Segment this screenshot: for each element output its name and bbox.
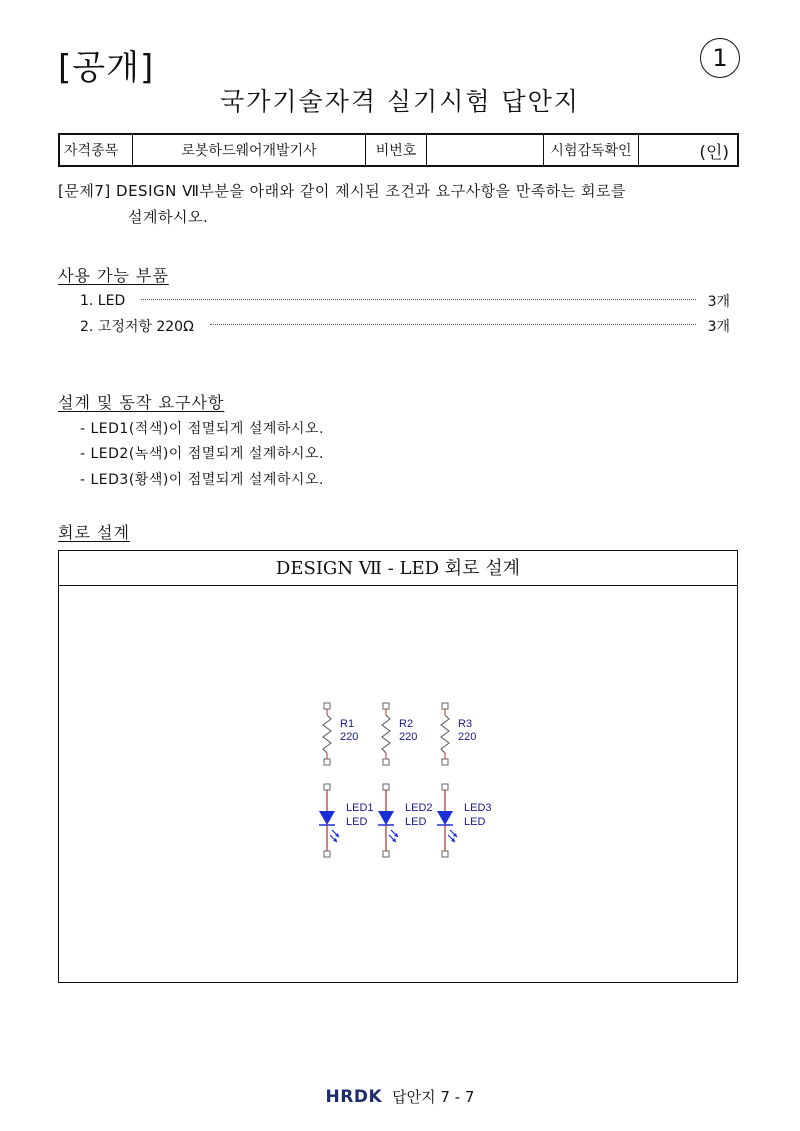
circuit-design-box bbox=[58, 550, 738, 983]
resistor-ref: R3 bbox=[458, 718, 473, 730]
pin bbox=[324, 784, 330, 790]
pin bbox=[324, 759, 330, 765]
question-text-cont: 설계하시오. bbox=[128, 208, 209, 226]
footer bbox=[0, 1086, 800, 1107]
pin bbox=[442, 703, 448, 709]
led-ref: LED2 bbox=[405, 802, 433, 814]
number-value[interactable] bbox=[427, 134, 544, 166]
part-qty: 3개 bbox=[707, 319, 730, 335]
led-symbol bbox=[437, 784, 492, 857]
resistor-zigzag bbox=[323, 715, 331, 753]
exam-info-table bbox=[58, 133, 739, 167]
led-value: LED bbox=[346, 816, 368, 828]
footer-page: 답안지 7 - 7 bbox=[392, 1088, 475, 1106]
pin bbox=[383, 851, 389, 857]
resistor-ref: R2 bbox=[399, 718, 414, 730]
part-item bbox=[80, 291, 730, 311]
resistor-symbol bbox=[323, 703, 358, 765]
part-qty: 3개 bbox=[707, 294, 730, 310]
pin bbox=[324, 703, 330, 709]
part-label: 2. 고정저항 220Ω bbox=[80, 319, 194, 335]
resistor-value: 220 bbox=[399, 731, 418, 743]
resistor-value: 220 bbox=[458, 731, 477, 743]
number-label: 비번호 bbox=[366, 134, 427, 166]
field-value: 로봇하드웨어개발기사 bbox=[133, 134, 366, 166]
requirement-item: - LED2(녹색)이 점멸되게 설계하시오. bbox=[80, 446, 324, 462]
requirement-item: - LED3(황색)이 점멸되게 설계하시오. bbox=[80, 472, 324, 488]
public-tag: [공개] bbox=[58, 48, 155, 88]
parts-heading: 사용 가능 부품 bbox=[58, 266, 169, 285]
resistor-value: 220 bbox=[340, 731, 359, 743]
circuit-box-title: DESIGN Ⅶ - LED 회로 설계 bbox=[59, 551, 737, 586]
led-ref: LED3 bbox=[464, 802, 492, 814]
led-triangle bbox=[378, 811, 394, 825]
schematic bbox=[59, 551, 737, 982]
part-label: 1. LED bbox=[80, 293, 126, 309]
pin bbox=[383, 784, 389, 790]
led-ref: LED1 bbox=[346, 802, 374, 814]
pin bbox=[442, 784, 448, 790]
resistor-zigzag bbox=[441, 715, 449, 753]
pin bbox=[383, 759, 389, 765]
leader-dots bbox=[141, 299, 695, 300]
question-text: DESIGN Ⅶ부분을 아래와 같이 제시된 조건과 요구사항을 만족하는 회로를 bbox=[116, 182, 627, 200]
pin bbox=[442, 759, 448, 765]
resistor-symbol bbox=[382, 703, 417, 765]
question-number: [문제7] bbox=[58, 182, 111, 200]
page-title: 국가기술자격 실기시험 답안지 bbox=[220, 87, 580, 116]
led-triangle bbox=[319, 811, 335, 825]
stamp-cell: (인) bbox=[639, 134, 739, 166]
resistor-symbol bbox=[441, 703, 476, 765]
part-item bbox=[80, 316, 730, 336]
led-triangle bbox=[437, 811, 453, 825]
hrdk-logo: HRDK bbox=[325, 1086, 383, 1107]
led-value: LED bbox=[464, 816, 486, 828]
circuit-heading: 회로 설계 bbox=[58, 523, 130, 542]
supervisor-label: 시험감독확인 bbox=[544, 134, 639, 166]
pin bbox=[324, 851, 330, 857]
page-number-circle: 1 bbox=[700, 38, 740, 78]
led-symbol bbox=[378, 784, 433, 857]
pin bbox=[383, 703, 389, 709]
led-value: LED bbox=[405, 816, 427, 828]
resistor-ref: R1 bbox=[340, 718, 355, 730]
leader-dots bbox=[210, 324, 696, 325]
resistor-zigzag bbox=[382, 715, 390, 753]
pin bbox=[442, 851, 448, 857]
led-symbol bbox=[319, 784, 374, 857]
question bbox=[58, 178, 748, 230]
requirements-heading: 설계 및 동작 요구사항 bbox=[58, 393, 225, 412]
field-label: 자격종목 bbox=[59, 134, 133, 166]
requirement-item: - LED1(적색)이 점멸되게 설계하시오. bbox=[80, 421, 324, 437]
